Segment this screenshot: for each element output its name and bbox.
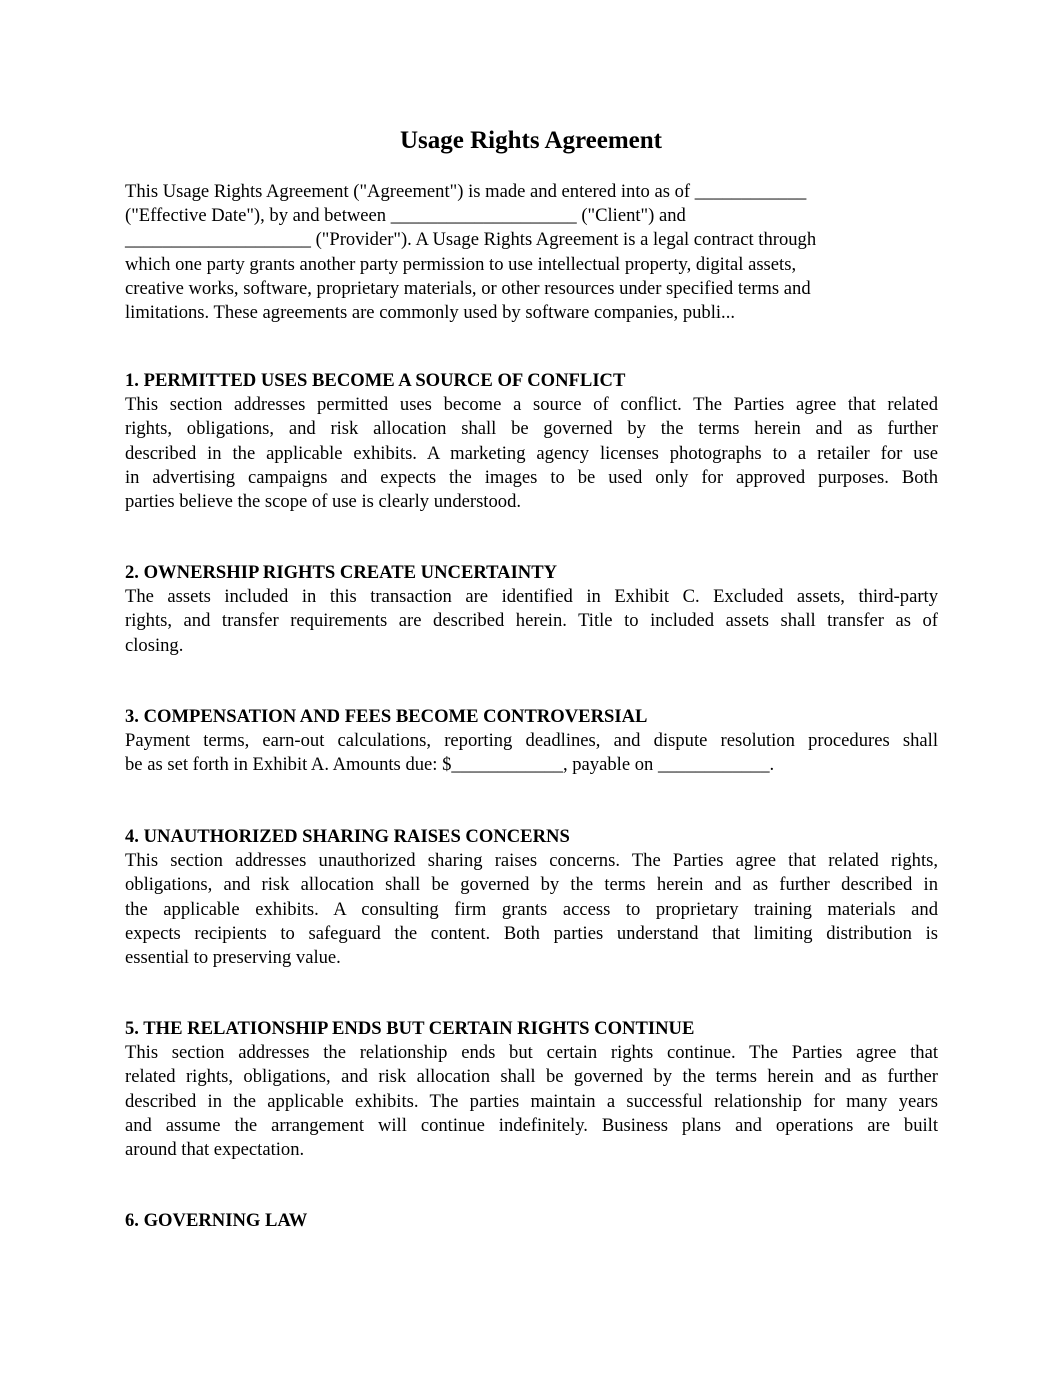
section-heading: 1. PERMITTED USES BECOME A SOURCE OF CONFLICT [125,370,626,391]
section-permitted-uses [125,369,938,514]
intro-line: which one party grants another party permission to use intellectual property, digital assets, [125,253,797,275]
body-line: in advertising campaigns and expects the images to be used only for approved purposes. Both [125,466,938,488]
section-body [125,849,938,970]
section-heading: 4. UNAUTHORIZED SHARING RAISES CONCERNS [125,826,570,847]
body-line: Payment terms, earn-out calculations, reporting deadlines, and dispute resolution procedures shall [125,730,938,752]
section-body [125,393,938,514]
section-compensation-fees [125,705,938,778]
intro-line: ("Effective Date"), by and between ____________________ ("Client") and [125,205,686,227]
body-line: be as set forth in Exhibit A. Amounts due: $____________, payable on ____________. [125,754,775,776]
body-line: expects recipients to safeguard the content. Both parties understand that limiting distribution is [125,922,938,944]
section-heading: 3. COMPENSATION AND FEES BECOME CONTROVERSIAL [125,706,648,727]
section-heading: 6. GOVERNING LAW [125,1210,308,1231]
section-unauthorized-sharing [125,825,938,970]
section-body [125,729,938,777]
body-line: related rights, obligations, and risk allocation shall be governed by the terms herein and as further [125,1066,938,1088]
intro-line: limitations. These agreements are commonly used by software companies, publi... [125,302,735,324]
body-line: The assets included in this transaction are identified in Exhibit C. Excluded assets, third-party [125,586,938,608]
body-line: obligations, and risk allocation shall be governed by the terms herein and as further described in [125,874,938,896]
body-line: described in the applicable exhibits. The parties maintain a successful relationship for many years [125,1090,938,1112]
body-line: rights, obligations, and risk allocation shall be governed by the terms herein and as further [125,418,938,440]
document-title: Usage Rights Agreement [400,127,662,154]
body-line: and assume the arrangement will continue indefinitely. Business plans and operations are built [125,1114,938,1136]
body-line: This section addresses the relationship ends but certain rights continue. The Parties agree that [125,1042,938,1064]
section-body [125,585,938,658]
body-line: closing. [125,634,184,656]
intro-line: creative works, software, proprietary materials, or other resources under specified terms and [125,277,811,299]
section-heading: 2. OWNERSHIP RIGHTS CREATE UNCERTAINTY [125,562,558,583]
section-heading: 5. THE RELATIONSHIP ENDS BUT CERTAIN RIGHTS CONTINUE [125,1018,695,1039]
body-line: essential to preserving value. [125,947,341,969]
section-body [125,1041,938,1162]
body-line: This section addresses unauthorized sharing raises concerns. The Parties agree that related rights, [125,850,938,872]
section-governing-law [125,1209,938,1233]
section-relationship-ends [125,1017,938,1162]
body-line: rights, and transfer requirements are described herein. Title to included assets shall transfer as of [125,610,938,632]
intro-paragraph [125,180,915,325]
intro-line: ____________________ ("Provider"). A Usage Rights Agreement is a legal contract through [125,229,817,251]
body-line: This section addresses permitted uses become a source of conflict. The Parties agree that related [125,394,938,416]
body-line: the applicable exhibits. A consulting firm grants access to proprietary training materials and [125,898,938,920]
section-ownership-rights [125,561,938,658]
body-line: parties believe the scope of use is clearly understood. [125,491,522,513]
body-line: around that expectation. [125,1139,305,1161]
intro-line: This Usage Rights Agreement ("Agreement") is made and entered into as of ____________ [125,181,807,202]
body-line: described in the applicable exhibits. A marketing agency licenses photographs to a retailer for use [125,442,938,464]
